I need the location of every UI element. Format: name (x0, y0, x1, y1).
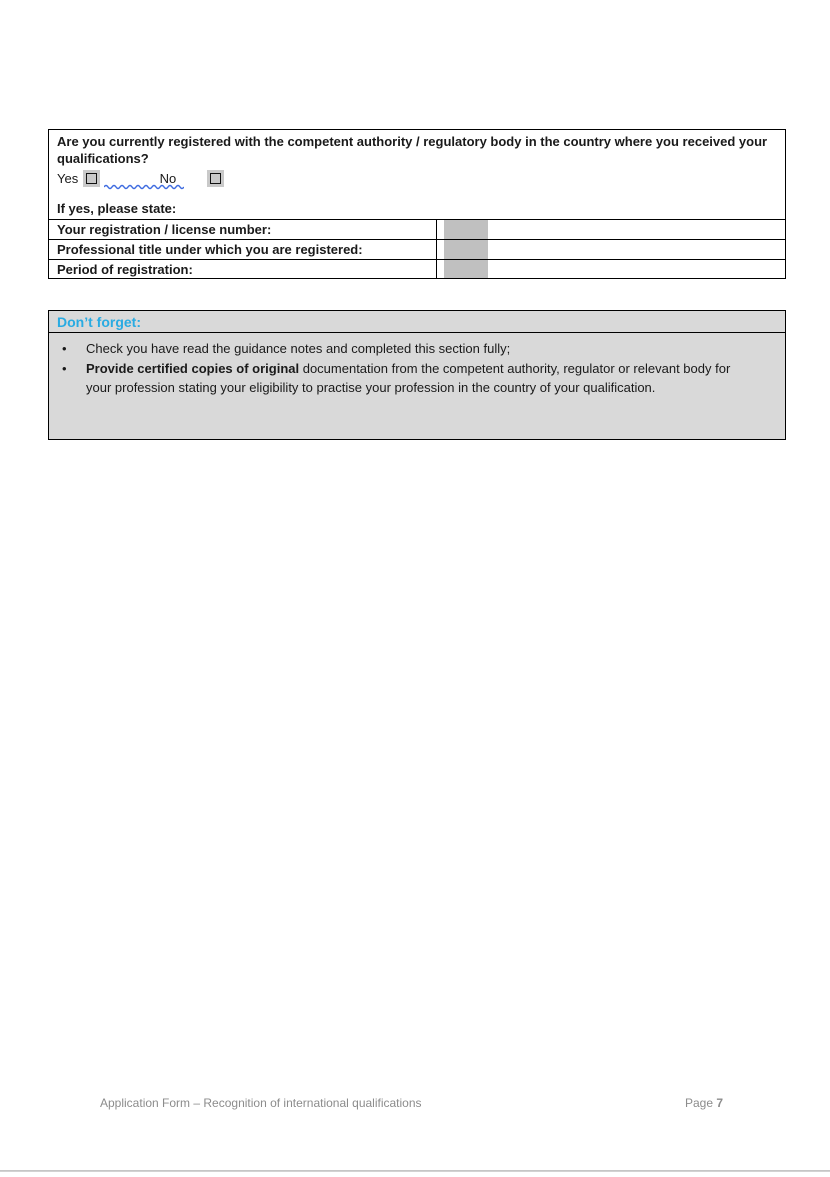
page-number: 7 (716, 1096, 724, 1110)
professional-title-cell (437, 240, 785, 259)
dont-forget-title: Don’t forget: (49, 311, 785, 333)
dont-forget-list (59, 339, 771, 397)
bullet-icon: • (62, 361, 67, 376)
squiggle-underline-icon (104, 183, 184, 190)
dont-forget-box (48, 310, 786, 440)
checkbox-icon (210, 173, 221, 184)
registration-number-label: Your registration / license number: (49, 220, 437, 239)
yes-label: Yes (57, 170, 79, 186)
dont-forget-body (49, 333, 785, 397)
yes-checkbox[interactable] (83, 170, 100, 187)
table-row (49, 239, 785, 259)
professional-title-field[interactable] (444, 240, 488, 259)
bullet-text: Check you have read the guidance notes and completed this section fully; (86, 341, 511, 356)
registration-table (48, 129, 786, 279)
footer-document-title: Application Form – Recognition of international qualifications (100, 1096, 422, 1110)
if-yes-label: If yes, please state: (57, 201, 177, 216)
no-label: No (159, 170, 177, 186)
list-item (59, 339, 771, 358)
footer-page-indicator (685, 1096, 723, 1110)
registration-period-label: Period of registration: (49, 260, 437, 278)
page-bottom-edge (0, 1170, 830, 1172)
registration-period-field[interactable] (444, 260, 488, 278)
registration-number-cell (437, 220, 785, 239)
spellcheck-squiggle-zone (104, 170, 184, 187)
registration-question-cell (49, 130, 785, 219)
checkbox-icon (86, 173, 97, 184)
registration-number-field[interactable] (444, 220, 488, 239)
table-row (49, 259, 785, 278)
registration-question: Are you currently registered with the competent authority / regulatory body in the country where you received your qualifications? (57, 134, 768, 166)
bullet-icon: • (62, 341, 67, 356)
registration-period-cell (437, 260, 785, 278)
list-item (59, 359, 771, 397)
professional-title-label: Professional title under which you are registered: (49, 240, 437, 259)
bullet-text: Provide certified copies of original documentation from the competent authority, regulator or relevant body for your profession stating your eligibility to practise your profession in the country of your qualification. (86, 361, 731, 395)
table-row (49, 219, 785, 239)
page-label: Page (685, 1096, 717, 1110)
no-checkbox[interactable] (207, 170, 224, 187)
yes-no-row (57, 168, 777, 188)
